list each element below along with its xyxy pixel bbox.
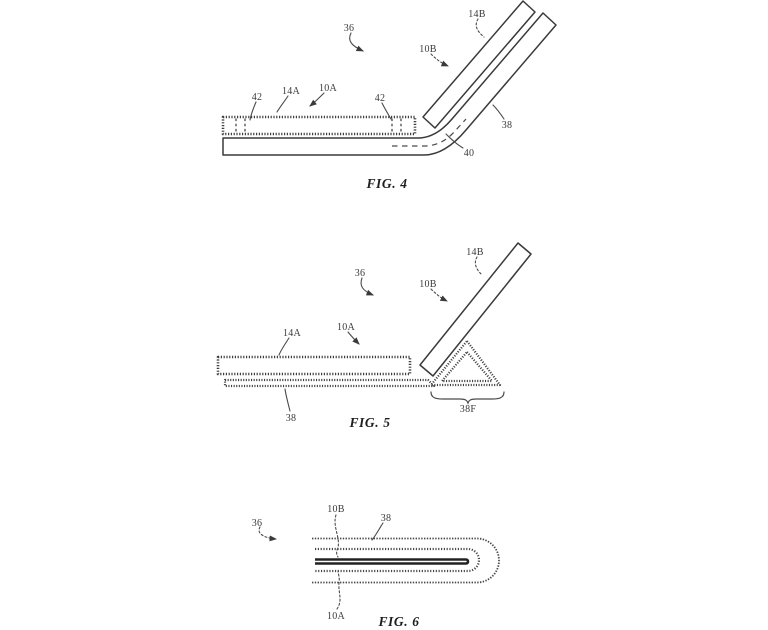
fig6-group	[252, 504, 499, 629]
fig6-leader-10A	[337, 571, 340, 609]
fig4-group	[223, 1, 556, 191]
fig5-label-36: 36	[354, 268, 366, 279]
fig6-leader-10B	[335, 515, 338, 557]
fig4-label-14A: 14A	[281, 86, 301, 97]
fig4-display-panel-14A	[223, 117, 415, 134]
fig6-label-10A: 10A	[326, 611, 346, 622]
fig4-leader-14A	[277, 96, 288, 112]
fig5-leader-38	[285, 389, 290, 411]
fig4-leader-10B	[431, 54, 448, 66]
fig5-leader-10B	[431, 289, 447, 301]
fig5-leader-14A	[279, 338, 289, 355]
fig4-label-38: 38	[501, 120, 513, 131]
fig4-caption: FIG. 4	[366, 176, 408, 191]
fig5-label-14B: 14B	[466, 247, 484, 258]
fig5-caption: FIG. 5	[349, 415, 391, 430]
fig5-label-10A: 10A	[336, 322, 356, 333]
fig5-label-38: 38	[285, 413, 297, 424]
fig5-brace-38F	[431, 392, 504, 403]
fig4-label-10A: 10A	[318, 83, 338, 94]
fig4-label-42-right: 42	[374, 93, 386, 104]
fig4-label-10B: 10B	[419, 44, 437, 55]
fig5-label-38F: 38F	[459, 404, 477, 415]
fig4-leader-14B	[476, 19, 484, 37]
fig6-label-36: 36	[251, 518, 263, 529]
fig6-label-38: 38	[380, 513, 392, 524]
fig4-label-14B: 14B	[468, 9, 486, 20]
fig5-leader-14B	[475, 257, 482, 275]
fig6-label-10B: 10B	[327, 504, 345, 515]
fig5-group	[218, 243, 531, 430]
fig4-leader-36	[350, 33, 363, 51]
fig4-leader-10A	[310, 93, 324, 106]
fig5-display-panel-14A	[218, 357, 410, 374]
fig4-label-36: 36	[343, 23, 355, 34]
fig5-leader-10A	[348, 332, 359, 344]
fig5-label-14A: 14A	[282, 328, 302, 339]
fig4-label-42-left: 42	[251, 92, 263, 103]
fig5-label-10B: 10B	[419, 279, 437, 290]
fig6-display-core	[315, 560, 468, 564]
fig5-housing-layer-38	[225, 380, 434, 386]
fig5-leader-36	[361, 278, 373, 295]
fig4-label-40: 40	[463, 148, 475, 159]
fig4-leader-38	[493, 105, 504, 119]
fig6-leader-38	[372, 523, 383, 540]
fig6-caption: FIG. 6	[378, 614, 420, 629]
